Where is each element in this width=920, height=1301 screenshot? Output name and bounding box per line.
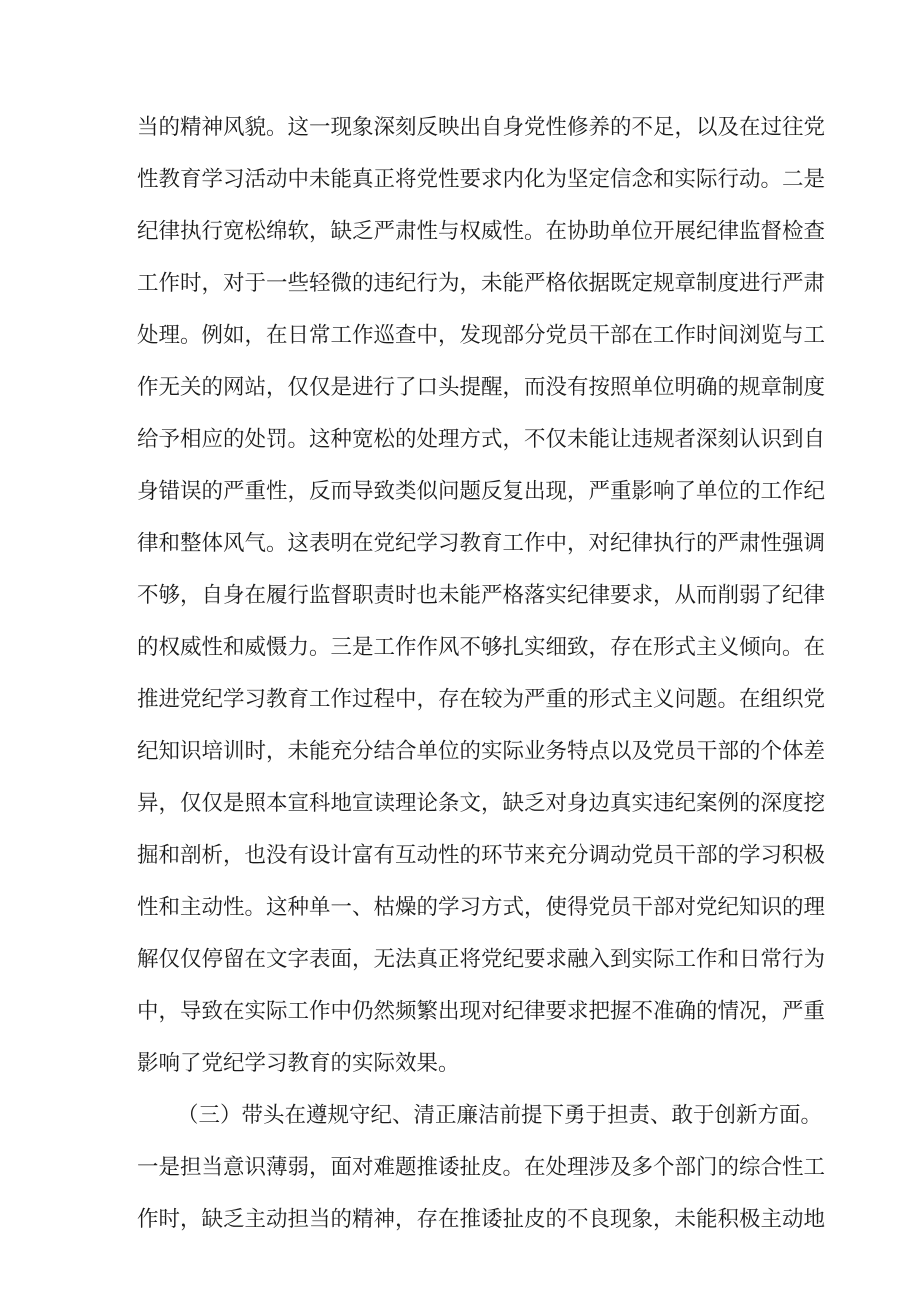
- text-line: 性教育学习活动中未能真正将党性要求内化为坚定信念和实际行动。二是: [137, 167, 826, 192]
- text-line: 身错误的严重性，反而导致类似问题反复出现，严重影响了单位的工作纪: [137, 479, 826, 504]
- text-line: 推进党纪学习教育工作过程中，存在较为严重的形式主义问题。在组织党: [137, 687, 826, 712]
- text-line: 纪律执行宽松绵软，缺乏严肃性与权威性。在协助单位开展纪律监督检查: [137, 219, 826, 244]
- text-line: 作时，缺乏主动担当的精神，存在推诿扯皮的不良现象，未能积极主动地: [137, 1207, 826, 1232]
- text-line: 当的精神风貌。这一现象深刻反映出自身党性修养的不足，以及在过往党: [137, 115, 826, 140]
- text-line: 不够，自身在履行监督职责时也未能严格落实纪律要求，从而削弱了纪律: [137, 583, 826, 608]
- text-line: 工作时，对于一些轻微的违纪行为，未能严格依据既定规章制度进行严肃: [137, 271, 826, 296]
- text-line: 性和主动性。这种单一、枯燥的学习方式，使得党员干部对党纪知识的理: [137, 895, 826, 920]
- text-line: 掘和剖析，也没有设计富有互动性的环节来充分调动党员干部的学习积极: [137, 843, 826, 868]
- text-line: 异，仅仅是照本宣科地宣读理论条文，缺乏对身边真实违纪案例的深度挖: [137, 791, 826, 816]
- text-line: 的权威性和威慑力。三是工作作风不够扎实细致，存在形式主义倾向。在: [137, 635, 826, 660]
- text-line: 纪知识培训时，未能充分结合单位的实际业务特点以及党员干部的个体差: [137, 739, 826, 764]
- text-line: 中，导致在实际工作中仍然频繁出现对纪律要求把握不准确的情况，严重: [137, 999, 826, 1024]
- text-line: 作无关的网站，仅仅是进行了口头提醒，而没有按照单位明确的规章制度: [137, 375, 826, 400]
- text-line: 给予相应的处罚。这种宽松的处理方式，不仅未能让违规者深刻认识到自: [137, 427, 826, 452]
- text-line: 律和整体风气。这表明在党纪学习教育工作中，对纪律执行的严肃性强调: [137, 531, 826, 556]
- text-line: 解仅仅停留在文字表面，无法真正将党纪要求融入到实际工作和日常行为: [137, 947, 826, 972]
- text-line: 处理。例如，在日常工作巡查中，发现部分党员干部在工作时间浏览与工: [137, 323, 826, 348]
- text-line: 影响了党纪学习教育的实际效果。: [137, 1051, 460, 1076]
- section-heading-line: （三）带头在遵规守纪、清正廉洁前提下勇于担责、敢于创新方面。: [177, 1103, 823, 1128]
- text-line: 一是担当意识薄弱，面对难题推诿扯皮。在处理涉及多个部门的综合性工: [137, 1155, 826, 1180]
